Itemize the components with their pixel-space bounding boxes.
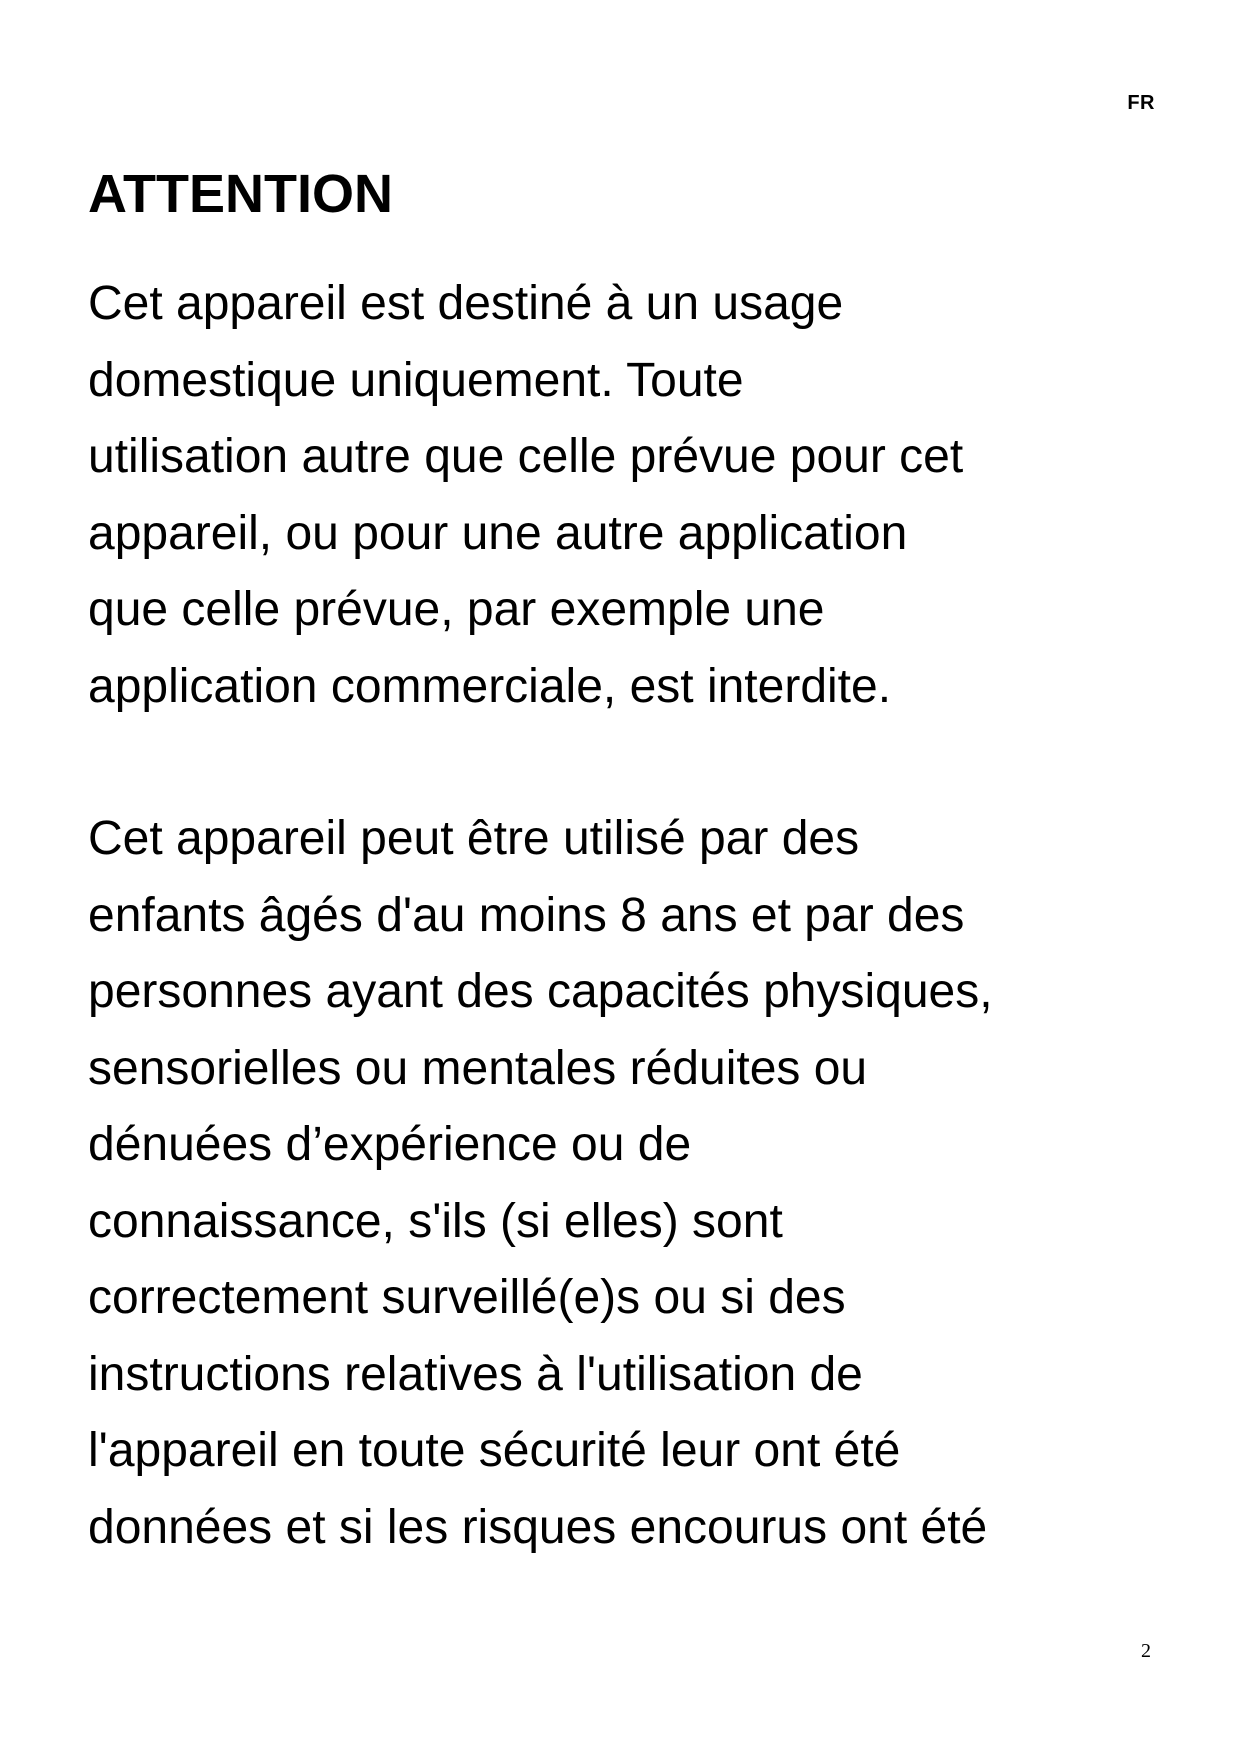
language-code: FR xyxy=(1127,92,1155,114)
text-line: application commerciale, est interdite. xyxy=(88,659,892,713)
text-line: dénuées d’expérience ou de xyxy=(88,1118,692,1171)
section-heading: ATTENTION xyxy=(88,164,393,224)
text-line: données et si les risques encourus ont été xyxy=(88,1500,988,1554)
text-line: connaissance, s'ils (si elles) sont xyxy=(88,1194,783,1248)
text-line: Cet appareil peut être utilisé par des xyxy=(88,812,860,865)
text-line: sensorielles ou mentales réduites ou xyxy=(88,1041,868,1095)
text-line: enfants âgés d'au moins 8 ans et par des xyxy=(88,888,965,942)
text-line: que celle prévue, par exemple une xyxy=(88,583,825,636)
paragraph-usage xyxy=(88,266,1178,725)
text-line: personnes ayant des capacités physiques, xyxy=(88,965,993,1018)
page-number: 2 xyxy=(1141,1640,1151,1662)
text-line: appareil, ou pour une autre application xyxy=(88,506,908,560)
text-line: Cet appareil est destiné à un usage xyxy=(88,277,844,330)
document-body xyxy=(88,158,1178,1566)
paragraph-safety xyxy=(88,801,1178,1566)
text-line: instructions relatives à l'utilisation de xyxy=(88,1347,863,1401)
text-line: l'appareil en toute sécurité leur ont été xyxy=(88,1424,901,1477)
text-line: correctement surveillé(e)s ou si des xyxy=(88,1271,846,1324)
text-line: utilisation autre que celle prévue pour cet xyxy=(88,430,964,483)
text-line: domestique uniquement. Toute xyxy=(88,353,744,407)
